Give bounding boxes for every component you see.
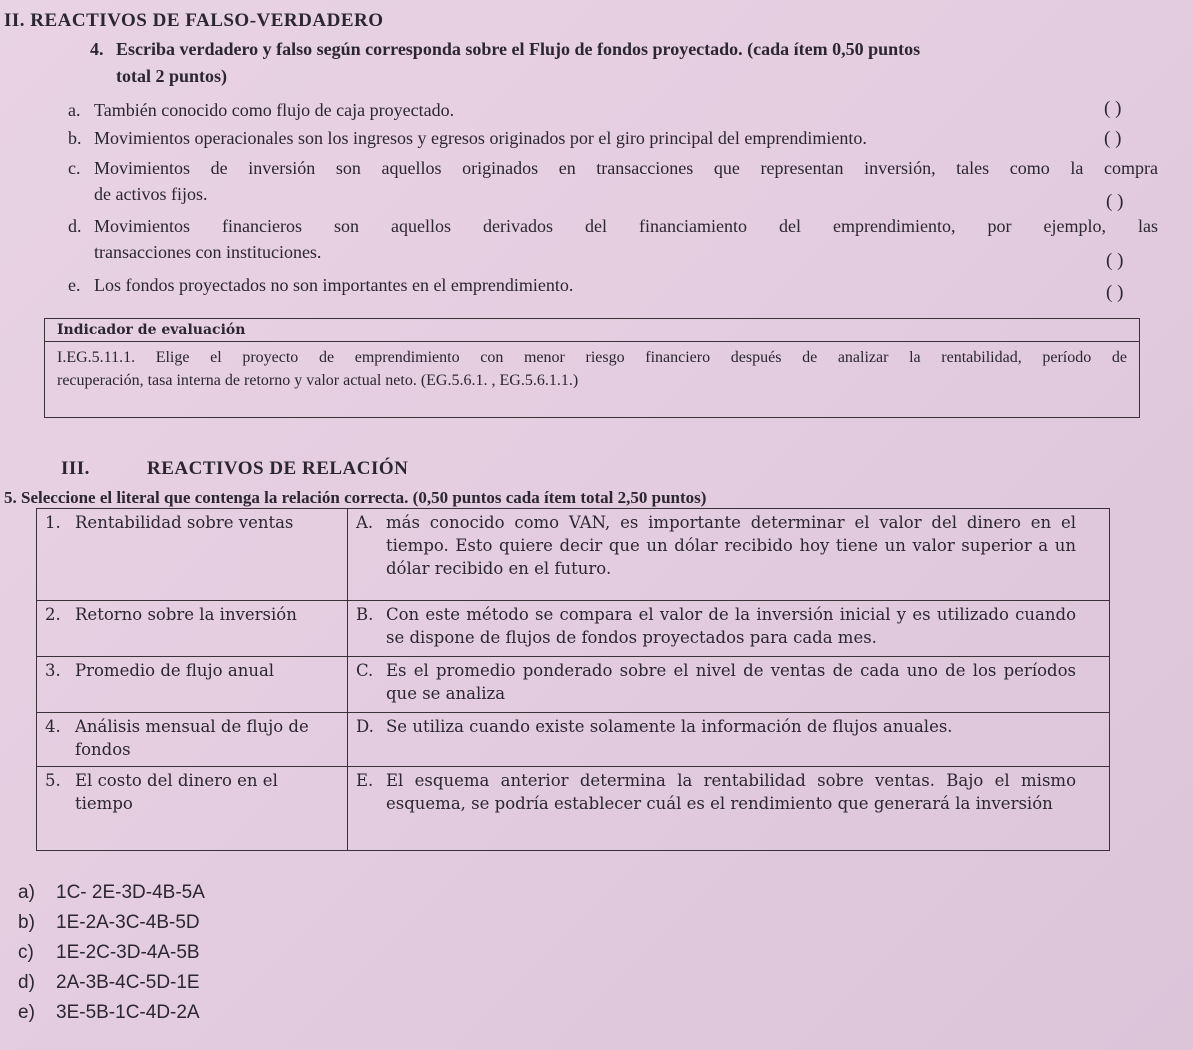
relation-concept: El costo del dinero en el tiempo xyxy=(75,771,278,813)
relation-description: Es el promedio ponderado sobre el nivel de ventas de cada uno de los períodos que se analiza xyxy=(386,661,1076,703)
tf-item-text: Los fondos proyectados no son importantes en el emprendimiento. xyxy=(94,275,574,295)
relation-right-cell xyxy=(348,767,1110,851)
option-letter: c) xyxy=(18,942,34,963)
relation-number: 4. xyxy=(45,717,61,736)
tf-item-e xyxy=(68,272,1078,298)
relation-concept: Promedio de flujo anual xyxy=(75,661,275,680)
question-4-number: 4. xyxy=(90,39,104,59)
tf-item-text: Movimientos financieros son aquellos derivados del financiamiento del emprendimiento, por ejemplo, las xyxy=(94,216,1158,236)
relation-number: 1. xyxy=(45,513,61,532)
relation-description: Se utiliza cuando existe solamente la información de flujos anuales. xyxy=(386,717,953,736)
option-text: 1E-2C-3D-4A-5B xyxy=(56,942,200,963)
relation-row xyxy=(37,509,1110,601)
answer-parentheses-b[interactable]: ( ) xyxy=(1104,128,1122,149)
relation-letter: B. xyxy=(356,605,374,624)
relation-letter: A. xyxy=(356,513,374,532)
question-5-statement: 5. Seleccione el literal que contenga la relación correcta. (0,50 puntos cada ítem total 2,50 puntos) xyxy=(4,488,707,507)
option-text: 1C- 2E-3D-4B-5A xyxy=(56,882,205,903)
relation-row xyxy=(37,657,1110,713)
relation-left-cell xyxy=(37,509,348,601)
relation-table xyxy=(36,508,1110,851)
answer-parentheses-d[interactable]: ( ) xyxy=(1106,250,1124,271)
tf-item-letter: b. xyxy=(68,128,82,148)
section-2-title: II. REACTIVOS DE FALSO-VERDADERO xyxy=(4,10,384,31)
answer-option-b[interactable] xyxy=(18,908,205,938)
option-text: 2A-3B-4C-5D-1E xyxy=(56,972,200,993)
tf-item-letter: a. xyxy=(68,100,81,120)
tf-item-d xyxy=(68,213,1158,265)
tf-item-text: Movimientos operacionales son los ingresos y egresos originados por el giro principal del emprendimiento. xyxy=(94,128,867,148)
relation-left-cell xyxy=(37,601,348,657)
indicator-text-line-2: recuperación, tasa interna de retorno y valor actual neto. (EG.5.6.1. , EG.5.6.1.1.) xyxy=(57,372,579,389)
tf-item-letter: d. xyxy=(68,216,82,236)
relation-number: 3. xyxy=(45,661,61,680)
option-letter: d) xyxy=(18,972,35,993)
relation-right-cell xyxy=(348,713,1110,767)
tf-item-c xyxy=(68,155,1158,207)
relation-right-cell xyxy=(348,509,1110,601)
relation-right-cell xyxy=(348,657,1110,713)
relation-letter: E. xyxy=(356,771,374,790)
section-3-heading: REACTIVOS DE RELACIÓN xyxy=(147,458,409,479)
option-letter: b) xyxy=(18,912,35,933)
option-letter: a) xyxy=(18,882,35,903)
relation-concept: Rentabilidad sobre ventas xyxy=(75,513,294,532)
question-4-text: Escriba verdadero y falso según corresponda sobre el Flujo de fondos proyectado. (cada ítem 0,50 puntos xyxy=(116,39,921,59)
option-letter: e) xyxy=(18,1002,35,1023)
answer-option-a[interactable] xyxy=(18,878,205,908)
relation-left-cell xyxy=(37,713,348,767)
section-3-roman: III. xyxy=(61,458,90,479)
tf-item-letter: e. xyxy=(68,275,81,295)
answer-option-e[interactable] xyxy=(18,998,205,1028)
answer-option-c[interactable] xyxy=(18,938,205,968)
tf-item-text: También conocido como flujo de caja proyectado. xyxy=(94,100,455,120)
relation-right-cell xyxy=(348,601,1110,657)
relation-row xyxy=(37,767,1110,851)
question-4-total: total 2 puntos) xyxy=(116,66,228,86)
relation-left-cell xyxy=(37,657,348,713)
relation-letter: D. xyxy=(356,717,374,736)
tf-item-a xyxy=(68,97,1158,123)
relation-row xyxy=(37,601,1110,657)
relation-row xyxy=(37,713,1110,767)
relation-concept: Retorno sobre la inversión xyxy=(75,605,297,624)
answer-parentheses-e[interactable]: ( ) xyxy=(1106,282,1124,303)
option-text: 3E-5B-1C-4D-2A xyxy=(56,1002,200,1023)
relation-left-cell xyxy=(37,767,348,851)
answer-option-d[interactable] xyxy=(18,968,205,998)
tf-item-text-continued: de activos fijos. xyxy=(94,184,208,204)
indicator-body xyxy=(45,342,1139,396)
tf-item-b xyxy=(68,125,1078,151)
relation-description: más conocido como VAN, es importante determinar el valor del dinero en el tiempo. Esto quiere decir que un dólar recibido hoy tiene un valor superior a un dólar recibido en el futuro. xyxy=(386,513,1076,578)
relation-number: 5. xyxy=(45,771,61,790)
relation-concept: Análisis mensual de flujo de fondos xyxy=(75,717,309,759)
question-4-statement xyxy=(90,36,1165,90)
relation-description: El esquema anterior determina la rentabilidad sobre ventas. Bajo el mismo esquema, se podría establecer cuál es el rendimiento que generará la inversión xyxy=(386,771,1076,813)
answer-options xyxy=(18,878,205,1028)
relation-description: Con este método se compara el valor de la inversión inicial y es utilizado cuando se dispone de flujos de fondos proyectados para cada mes. xyxy=(386,605,1076,647)
relation-number: 2. xyxy=(45,605,61,624)
indicator-text-line-1: I.EG.5.11.1. Elige el proyecto de emprendimiento con menor riesgo financiero después de analizar la rentabilidad, período de xyxy=(57,349,1127,366)
relation-letter: C. xyxy=(356,661,374,680)
section-3-title xyxy=(61,458,408,480)
answer-parentheses-a[interactable]: ( ) xyxy=(1104,98,1122,119)
tf-item-text-continued: transacciones con instituciones. xyxy=(94,242,322,262)
indicator-box xyxy=(44,318,1140,418)
answer-parentheses-c[interactable]: ( ) xyxy=(1106,191,1124,212)
indicator-header: Indicador de evaluación xyxy=(45,319,1139,342)
option-text: 1E-2A-3C-4B-5D xyxy=(56,912,200,933)
tf-item-text: Movimientos de inversión son aquellos originados en transacciones que representan inversión, tales como la compra xyxy=(94,158,1158,178)
tf-item-letter: c. xyxy=(68,158,81,178)
